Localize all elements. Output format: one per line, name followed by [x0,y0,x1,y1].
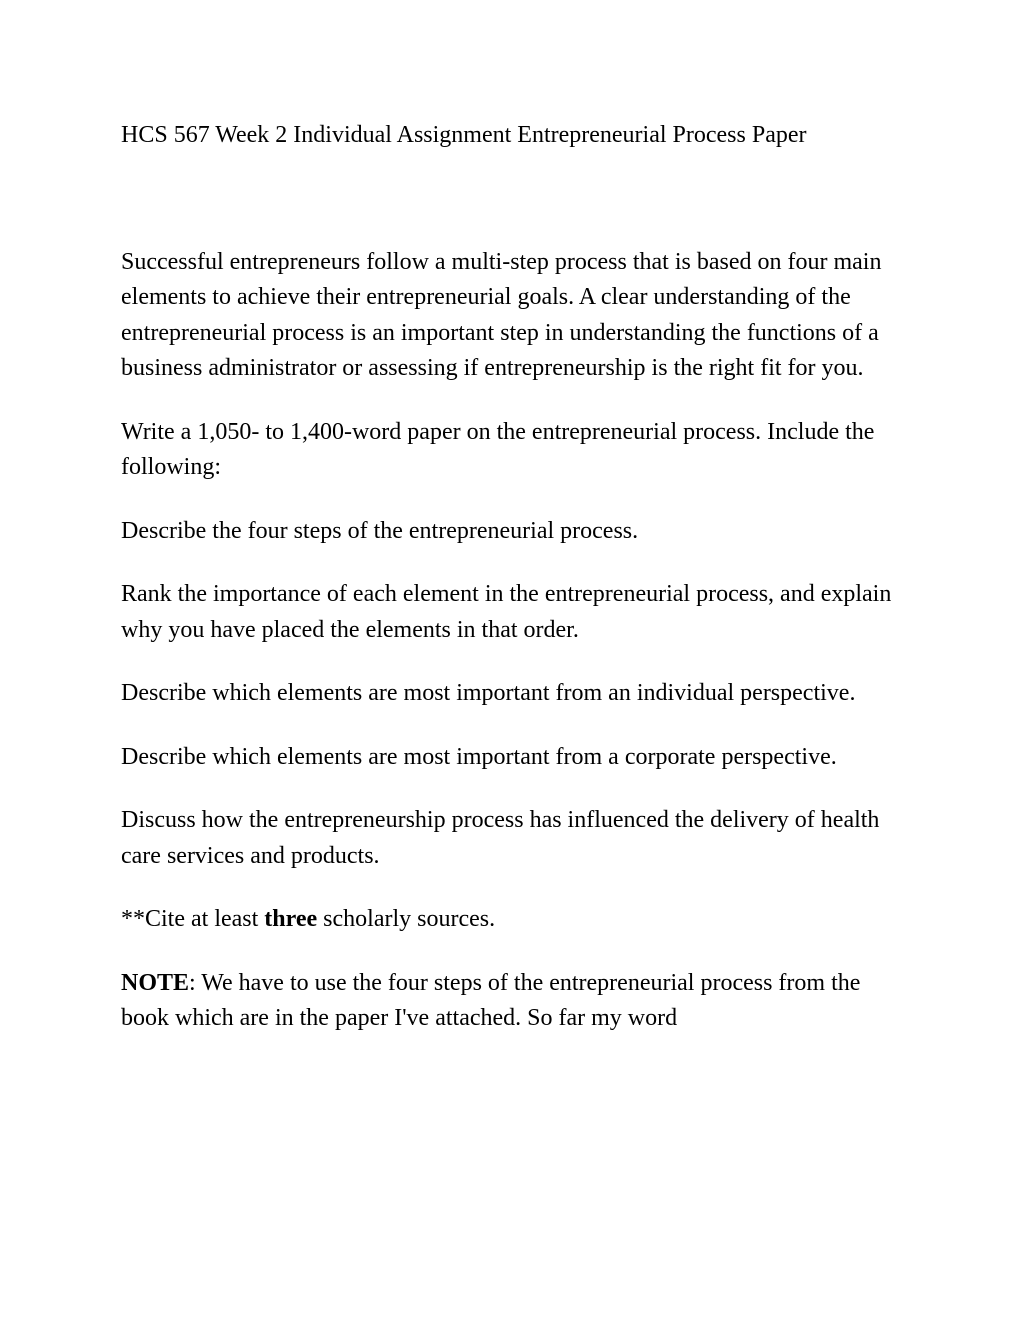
document-body [121,118,911,1065]
requirement-item-4: Describe which elements are most important from a corporate perspective. [121,743,837,770]
cite-paragraph [121,902,911,938]
cite-prefix: **Cite at least [121,906,265,932]
note-paragraph [121,966,911,1037]
cite-bold: three [264,906,318,932]
instruction-paragraph: Write a 1,050- to 1,400-word paper on the entrepreneurial process. Include the following: [121,418,875,480]
cite-suffix: scholarly sources. [317,906,496,932]
requirement-item-3: Describe which elements are most important from an individual perspective. [121,680,856,706]
requirement-item-1: Describe the four steps of the entrepreneurial process. [121,517,639,544]
note-label: NOTE [121,969,190,996]
note-text: : We have to use the four steps of the entrepreneurial process from the book which are in the paper I've attached. So far my word [121,969,861,1031]
requirement-item-5: Discuss how the entrepreneurship process has influenced the delivery of health care services and products. [121,807,880,869]
requirement-item-2: Rank the importance of each element in the entrepreneurial process, and explain why you have placed the elements in that order. [121,581,892,643]
document-title: HCS 567 Week 2 Individual Assignment Entrepreneurial Process Paper [121,122,807,148]
intro-paragraph: Successful entrepreneurs follow a multi-step process that is based on four main elements to achieve their entrepreneurial goals. A clear understanding of the entrepreneurial process is an important step in understanding the functions of a business administrator or assessing if entrepreneurship is the right fit for you. [121,248,882,381]
